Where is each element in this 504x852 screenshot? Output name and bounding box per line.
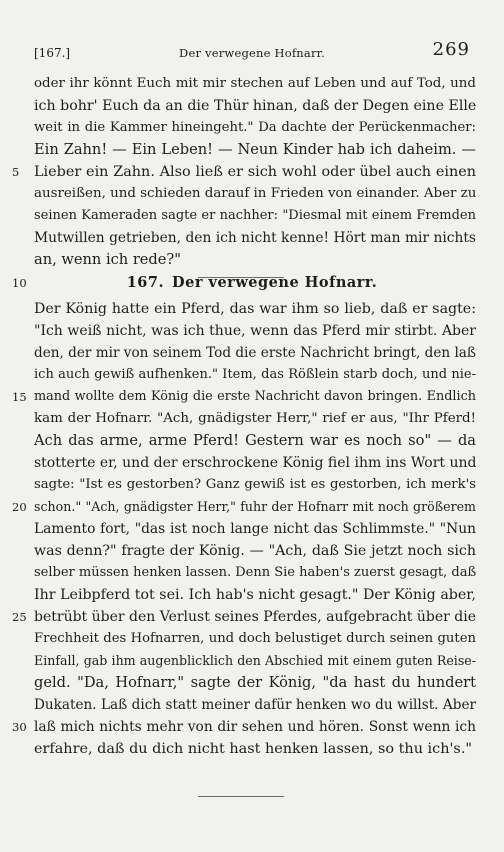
story-title: Der verwegene Hofnarr. [172,274,378,291]
text-line: erfahre, daß du dich nicht hast henken lassen, so thu ich's." [34,741,473,757]
end-divider [198,796,284,797]
text-line: "Ich weiß nicht, was ich thue, wenn das Pferd mir stirbt. Aber [34,323,476,339]
text-line: Mutwillen getrieben, den ich nicht kenne! Hört man mir nichts [34,230,476,246]
text-line: stotterte er, und der erschrockene König fiel ihm ins Wort und [34,455,477,471]
line-number: 30 [12,720,27,734]
text-line: Lamento fort, "das ist noch lange nicht das Schlimmste." "Nun [34,521,476,537]
page-number: 269 [432,39,470,60]
line-number: 25 [12,610,27,624]
text-line: kam der Hofnarr. "Ach, gnädigster Herr," rief er aus, "Ihr Pferd! [34,411,476,426]
text-line: den, der mir von seinem Tod die erste Nachricht bringt, den laß [34,345,476,361]
text-line: Lieber ein Zahn. Also ließ er sich wohl oder übel auch einen [34,164,476,180]
text-line: Ach das arme, arme Pferd! Gestern war es noch so" — da [34,432,476,449]
text-line: Ein Zahn! — Ein Leben! — Neun Kinder hab ich daheim. — [34,141,476,158]
text-line: betrübt über den Verlust seines Pferdes, aufgebracht über die [34,609,476,625]
text-line: Frechheit des Hofnarren, und doch belustiget durch seinen guten [34,631,476,646]
text-line: seinen Kameraden sagte er nachher: "Diesmal mit einem Fremden [34,208,476,223]
page-reference: [167.] [34,46,71,60]
text-line: oder ihr könnt Euch mit mir stechen auf Leben und auf Tod, und [34,76,476,91]
text-line: geld. "Da, Hofnarr," sagte der König, "da hast du hundert [34,674,476,691]
text-line: an, wenn ich rede?" [34,251,181,268]
text-line: was denn?" fragte der König. — "Ach, daß Sie jetzt noch sich [34,543,476,559]
page-header [0,38,504,68]
text-line: laß mich nichts mehr von dir sehen und hören. Sonst wenn ich [34,719,476,735]
text-line: schon." "Ach, gnädigster Herr," fuhr der Hofnarr mit noch größerem [34,499,476,514]
text-line: ausreißen, und schieden darauf in Frieden von einander. Aber zu [34,186,477,201]
text-line: ich auch gewiß aufhenken." Item, das Rößlein starb doch, und nie- [34,367,476,382]
text-line: Der König hatte ein Pferd, das war ihm so lieb, daß er sagte: [34,301,476,317]
text-line: Einfall, gab ihm augenblicklich den Abschied mit einem guten Reise- [34,653,476,668]
story-number: 167. [126,274,165,291]
line-number: 5 [12,165,20,179]
text-line: mand wollte dem König die erste Nachricht davon bringen. Endlich [34,389,476,404]
running-title: Der verwegene Hofnarr. [179,46,325,60]
line-number: 20 [12,500,27,514]
text-line: Dukaten. Laß dich statt meiner dafür henken wo du willst. Aber [34,697,476,713]
line-number: 15 [12,390,27,404]
text-line: Ihr Leibpferd tot sei. Ich hab's nicht gesagt." Der König aber, [34,587,476,603]
text-line: selber müssen henken lassen. Denn Sie haben's zuerst gesagt, daß [34,565,477,580]
text-line: ich bohr' Euch da an die Thür hinan, daß der Degen eine Elle [34,98,477,114]
text-line: weit in die Kammer hineingeht." Da dachte der Perückenmacher: [34,120,476,135]
story-heading [0,272,504,294]
line-number: 10 [12,276,27,290]
text-line: sagte: "Ist es gestorben? Ganz gewiß ist es gestorben, ich merk's [34,477,476,492]
